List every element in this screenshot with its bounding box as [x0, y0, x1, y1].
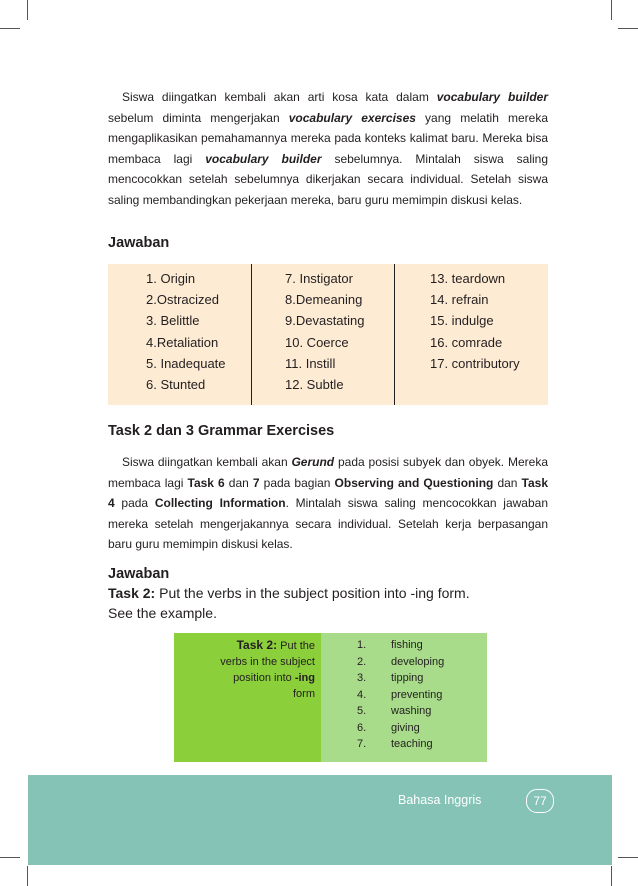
answer-item: 10. Coerce	[285, 334, 349, 350]
task2-answers	[391, 637, 444, 753]
task2-table-label-cell: Task 2: Put the verbs in the subject position into -ing form	[174, 633, 321, 762]
intro-paragraph: Siswa diingatkan kembali akan arti kosa kata dalam vocabulary builder sebelum diminta mengerjakan vocabulary exercises yang melatih mereka mengaplikasikan pemahamannya mereka pada konteks kalimat baru. Mereka bisa membaca lagi vocabulary builder sebelumnya. Mintalah siswa saling mencocokkan setelah sebelumnya dikerjakan secara individual. Setelah siswa saling membandingkan pekerjaan mereka, baru guru memimpin diskusi kelas.	[108, 90, 548, 207]
answer-item: 1. Origin	[146, 271, 196, 286]
task2-table-answers-cell	[321, 633, 487, 762]
answer-item: 15. indulge	[430, 313, 494, 329]
crop-mark	[618, 857, 638, 858]
grammar-paragraph: Siswa diingatkan kembali akan Gerund pada posisi subyek dan obyek. Mereka membaca lagi Task 6 dan 7 pada bagian Observing and Questioning dan Task 4 pada Collecting Information. Mintalah siswa saling mencocokkan jawaban mereka setelah mengerjakannya secara individual. Setelah kerja berpasangan baru guru memimpin diskusi kelas.	[108, 455, 549, 552]
answer-item: 17. contributory	[430, 355, 520, 371]
term-gerund: Gerund	[291, 455, 335, 469]
term-collecting-information: Collecting Information	[154, 496, 286, 511]
crop-mark	[618, 28, 638, 29]
crop-mark	[0, 28, 20, 29]
answer-item: 6. Stunted	[146, 377, 206, 393]
answer-item: 8.Demeaning	[285, 292, 363, 308]
answer-item: 13. teardown	[430, 271, 506, 286]
term-vocabulary-exercises: vocabulary exercises	[288, 110, 416, 125]
jawaban-heading: Jawaban	[108, 235, 170, 251]
crop-mark	[0, 857, 20, 858]
term-task-4: Task 4	[108, 475, 549, 511]
answer-item: 3. Belittle	[146, 313, 200, 329]
crop-mark	[611, 0, 612, 20]
answer-item: 9.Devastating	[285, 313, 365, 329]
footer-band	[28, 775, 612, 865]
term-7: 7	[252, 475, 260, 490]
grammar-heading: Task 2 dan 3 Grammar Exercises	[108, 423, 335, 439]
answer-item: 16. comrade	[430, 334, 503, 350]
task2-answer: preventing	[391, 688, 443, 701]
page-number: 77	[526, 789, 554, 813]
task2-numbers: 1. 2. 3. 4. 5. 6. 7.	[357, 639, 367, 750]
jawaban-heading: Jawaban	[108, 566, 170, 582]
task2-answer: tipping	[391, 672, 424, 684]
answer-column-2	[285, 268, 365, 395]
task2-instruction: Task 2: Put the verbs in the subject position into -ing form.	[108, 585, 470, 601]
answer-item: 7. Instigator	[285, 271, 353, 286]
answer-item: 5. Inadequate	[146, 355, 226, 371]
term-task-6: Task 6	[187, 475, 225, 490]
crop-mark	[27, 866, 28, 886]
crop-mark	[27, 0, 28, 20]
answer-item: 12. Subtle	[285, 377, 344, 393]
column-divider	[394, 264, 395, 405]
term-vocabulary-builder: vocabulary builder	[436, 90, 548, 104]
task2-answer: teaching	[391, 738, 433, 750]
crop-mark	[611, 866, 612, 886]
answer-column-3	[430, 268, 520, 374]
task2-answer: giving	[391, 721, 420, 734]
answer-item: 14. refrain	[430, 292, 489, 308]
column-divider	[251, 264, 252, 405]
book-title: Bahasa Inggris	[398, 793, 482, 807]
answer-item: 2.Ostracized	[146, 292, 219, 308]
task2-example-note: See the example.	[108, 605, 217, 621]
answer-item: 4.Retaliation	[146, 334, 219, 350]
term-vocabulary-builder: vocabulary builder	[205, 151, 322, 166]
answer-column-1	[146, 268, 226, 395]
term-observing-questioning: Observing and Questioning	[334, 475, 494, 490]
answer-item: 11. Instill	[285, 355, 336, 371]
task2-answer: fishing	[391, 639, 423, 651]
answer-box	[108, 264, 548, 405]
task2-answer: washing	[391, 705, 432, 717]
task2-answer: developing	[391, 655, 445, 668]
